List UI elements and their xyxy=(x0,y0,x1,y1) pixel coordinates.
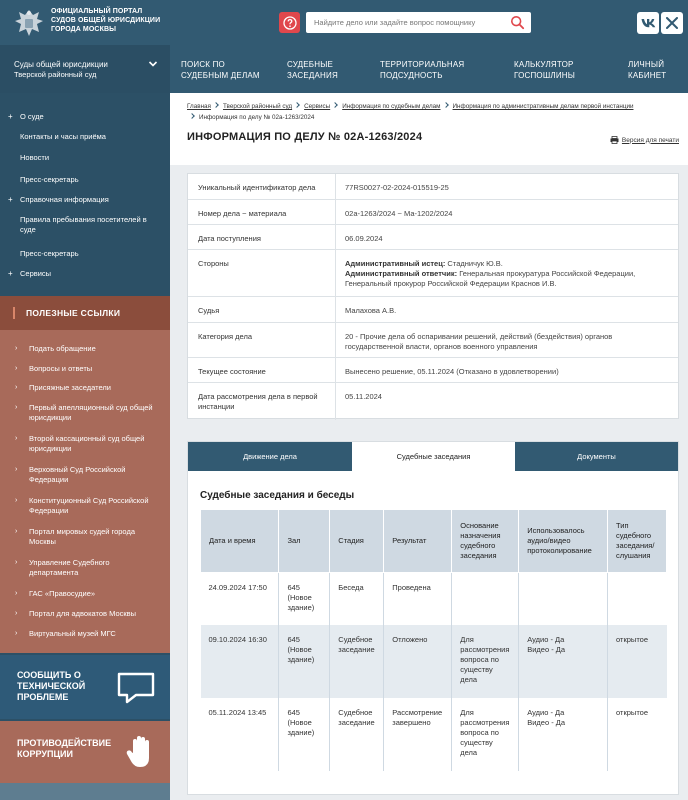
portal-title-line: СУДОВ ОБЩЕЙ ЮРИСДИКЦИИ xyxy=(51,17,161,24)
column-header: Использовалось аудио/видео протоколирование xyxy=(519,510,608,573)
info-value: 77RS0027-02-2024-015519-25 xyxy=(345,183,449,192)
sidebar-item-label: Справочная информация xyxy=(20,195,109,204)
sidebar-item-label: О суде xyxy=(20,112,44,121)
coat-of-arms-icon[interactable] xyxy=(12,7,46,39)
table-cell: 645 (Новое здание) xyxy=(279,573,330,625)
link-label: Вопросы и ответы xyxy=(29,364,93,373)
table-cell: открытое xyxy=(608,625,667,698)
search-icon[interactable] xyxy=(510,15,525,30)
tabs-panel xyxy=(187,441,679,795)
info-key: Стороны xyxy=(198,259,229,268)
accent-mark xyxy=(13,307,15,319)
tab-court-sessions[interactable]: Судебные заседания xyxy=(352,442,515,471)
report-problem-text xyxy=(17,670,85,703)
nav-label: ПОИСК ПО xyxy=(181,60,225,69)
report-line: ТЕХНИЧЕСКОЙ xyxy=(17,681,86,691)
table-cell: 24.09.2024 17:50 xyxy=(201,573,279,625)
table-cell: открытое xyxy=(608,698,667,771)
table-cell: 05.11.2024 13:45 xyxy=(201,698,279,771)
help-button[interactable] xyxy=(279,12,300,33)
table-cell: Для рассмотрения вопроса по существу дела xyxy=(452,625,519,698)
nav-case-search[interactable] xyxy=(181,59,260,81)
link-item[interactable] xyxy=(0,589,170,599)
content-header xyxy=(170,93,688,165)
nav-label: ТЕРРИТОРИАЛЬНАЯ xyxy=(380,60,465,69)
info-value: Малахова А.В. xyxy=(345,306,397,315)
parties-value xyxy=(345,259,670,289)
tab-documents[interactable]: Документы xyxy=(515,442,678,471)
info-key: Текущее состояние xyxy=(198,367,266,376)
link-item[interactable] xyxy=(0,344,170,354)
sidebar-item-visitor-rules[interactable] xyxy=(0,215,150,235)
table-cell: 09.10.2024 16:30 xyxy=(201,625,279,698)
vk-button[interactable] xyxy=(637,12,659,34)
breadcrumb-item[interactable]: Информация по судебным делам xyxy=(342,103,441,110)
info-key: Дата рассмотрения дела в первой инстанции xyxy=(198,392,318,411)
table-cell: 645 (Новое здание) xyxy=(279,625,330,698)
plus-icon: + xyxy=(8,269,13,278)
info-row xyxy=(188,383,678,418)
info-key: Номер дела ~ материала xyxy=(198,209,287,218)
column-header: Результат xyxy=(384,510,452,573)
chevron-right-icon: › xyxy=(15,365,18,372)
corruption-line: КОРРУПЦИИ xyxy=(17,749,73,759)
x-icon xyxy=(666,17,678,29)
link-item[interactable] xyxy=(0,609,170,619)
link-item[interactable] xyxy=(0,629,170,639)
link-item[interactable] xyxy=(0,558,170,578)
table-cell: Судебное заседание xyxy=(330,625,384,698)
table-cell xyxy=(519,573,608,625)
link-label: Портал для адвокатов Москвы xyxy=(29,609,137,618)
nav-label: ЛИЧНЫЙ xyxy=(628,60,665,69)
plus-icon: + xyxy=(8,195,13,204)
nav-personal-account[interactable] xyxy=(628,59,666,81)
table-row xyxy=(201,625,667,698)
column-header: Зал xyxy=(279,510,330,573)
report-problem-banner[interactable] xyxy=(0,655,170,719)
nav-label: КАЛЬКУЛЯТОР xyxy=(514,60,574,69)
link-item[interactable] xyxy=(0,403,170,423)
corruption-line: ПРОТИВОДЕЙСТВИЕ xyxy=(17,738,112,748)
sessions-table xyxy=(200,509,667,771)
chevron-right-icon: › xyxy=(15,630,18,637)
nav-fee-calculator[interactable] xyxy=(514,59,575,81)
breadcrumb-item[interactable]: Информация по административным делам первой инстанции xyxy=(452,103,634,110)
nav-label: СУДЕБНЫЕ xyxy=(287,60,334,69)
sidebar-item-label: Новости xyxy=(20,153,50,162)
column-header: Тип судебного заседания/ слушания xyxy=(608,510,667,573)
table-cell: 645 (Новое здание) xyxy=(279,698,330,771)
portal-title-line: ГОРОДА МОСКВЫ xyxy=(51,26,117,33)
tab-case-movement[interactable]: Движение дела xyxy=(188,442,352,471)
chevron-right-icon xyxy=(443,102,449,108)
chevron-right-icon: › xyxy=(15,466,18,473)
link-item[interactable] xyxy=(0,434,170,454)
table-cell: Для рассмотрения вопроса по существу дела xyxy=(452,698,519,771)
question-icon xyxy=(283,16,297,30)
table-cell: Аудио - Да Видео - Да xyxy=(519,625,608,698)
link-label: Виртуальный музей МГС xyxy=(29,629,116,638)
sidebar-menu xyxy=(0,93,170,293)
link-item[interactable] xyxy=(0,383,170,393)
info-key: Дата поступления xyxy=(198,234,261,243)
nav-label: КАБИНЕТ xyxy=(628,71,667,80)
sidebar xyxy=(0,93,170,800)
anti-corruption-banner[interactable] xyxy=(0,721,170,783)
column-header: Основание назначения судебного заседания xyxy=(452,510,519,573)
sidebar-item-label: Пресс-секретарь xyxy=(20,175,79,184)
nav-label: СУДЕБНЫМ ДЕЛАМ xyxy=(181,71,260,80)
party-role: Административный ответчик: xyxy=(345,269,458,278)
useful-links-header xyxy=(0,296,170,330)
portal-title-line: ОФИЦИАЛЬНЫЙ ПОРТАЛ xyxy=(51,8,143,15)
sidebar-item-about[interactable] xyxy=(0,112,170,122)
chevron-right-icon: › xyxy=(15,404,18,411)
useful-links-list xyxy=(0,330,170,653)
search-input[interactable] xyxy=(306,12,506,33)
sidebar-footer xyxy=(0,783,170,800)
info-row xyxy=(188,297,678,323)
link-label: Управление Судебного департамента xyxy=(29,558,110,577)
column-header: Дата и время xyxy=(201,510,279,573)
info-row xyxy=(188,174,678,200)
x-button[interactable] xyxy=(661,12,683,34)
info-value: 05.11.2024 xyxy=(345,392,382,401)
page-title: ИНФОРМАЦИЯ ПО ДЕЛУ № 02А-1263/2024 xyxy=(187,131,423,143)
sidebar-item-label: Пресс-секретарь xyxy=(20,249,79,258)
court-selector-court: Тверской районный суд xyxy=(14,70,97,79)
info-row xyxy=(188,200,678,225)
nav-court-sessions[interactable] xyxy=(287,59,338,81)
chevron-right-icon: › xyxy=(15,528,18,535)
info-row xyxy=(188,323,678,358)
breadcrumb-current: Информация по делу № 02а-1263/2024 xyxy=(199,114,315,121)
search-box xyxy=(306,12,531,33)
sidebar-item-label: Сервисы xyxy=(20,269,52,278)
info-row xyxy=(188,250,678,297)
nav-jurisdiction[interactable] xyxy=(380,59,464,81)
table-cell: Беседа xyxy=(330,573,384,625)
chevron-right-icon: › xyxy=(15,497,18,504)
chevron-right-icon: › xyxy=(15,435,18,442)
nav-label: ГОСПОШЛИНЫ xyxy=(514,71,576,80)
party-name: Генеральная прокуратура Российской Федерации, Генеральный прокурор Российской Федерации Краснов И.В. xyxy=(345,269,636,288)
sidebar-item-contacts[interactable] xyxy=(0,132,170,142)
link-item[interactable] xyxy=(0,364,170,374)
party-name: Стадничук Ю.В. xyxy=(445,259,503,268)
anti-corruption-text xyxy=(17,738,111,760)
sidebar-item-news[interactable] xyxy=(0,153,170,163)
link-label: Присяжные заседатели xyxy=(29,383,111,392)
table-cell: Рассмотрение завершено xyxy=(384,698,452,771)
hand-stop-icon xyxy=(124,733,158,771)
chevron-right-icon xyxy=(189,113,195,119)
nav-label: ЗАСЕДАНИЯ xyxy=(287,71,338,80)
print-version-label: Версия для печати xyxy=(621,136,679,144)
court-selector-group: Суды общей юрисдикции xyxy=(14,60,108,69)
link-label: ГАС «Правосудие» xyxy=(29,589,96,598)
info-key: Категория дела xyxy=(198,332,252,341)
column-header: Стадия xyxy=(330,510,384,573)
breadcrumb-item[interactable]: Главная xyxy=(187,103,211,110)
chevron-down-icon xyxy=(148,59,158,69)
table-row xyxy=(201,698,667,771)
table-cell: Проведена xyxy=(384,573,452,625)
sidebar-item-label: Правила пребывания посетителей в суде xyxy=(20,215,147,234)
table-cell: Судебное заседание xyxy=(330,698,384,771)
link-label: Подать обращение xyxy=(29,344,96,353)
link-item[interactable] xyxy=(0,465,170,485)
info-key: Уникальный идентификатор дела xyxy=(198,183,316,192)
link-label: Конституционный Суд Российской Федерации xyxy=(29,496,149,515)
link-label: Второй кассационный суд общей юрисдикции xyxy=(29,434,145,453)
chevron-right-icon xyxy=(332,102,338,108)
chevron-right-icon: › xyxy=(15,345,18,352)
sidebar-item-services[interactable] xyxy=(0,269,170,279)
court-selector[interactable] xyxy=(0,45,170,93)
report-line: СООБЩИТЬ О xyxy=(17,670,81,680)
info-row xyxy=(188,358,678,383)
info-value: 02а-1263/2024 ~ Ма-1202/2024 xyxy=(345,209,453,218)
breadcrumb-item[interactable]: Тверской районный суд xyxy=(222,103,293,110)
info-value: 06.09.2024 xyxy=(345,234,383,243)
link-label: Первый апелляционный суд общей юрисдикции xyxy=(29,403,153,422)
table-cell xyxy=(608,573,667,625)
chevron-right-icon: › xyxy=(15,559,18,566)
sidebar-item-label: Контакты и часы приёма xyxy=(20,132,106,141)
printer-icon xyxy=(610,136,619,144)
chat-bubble-icon xyxy=(116,671,156,705)
chevron-right-icon: › xyxy=(15,590,18,597)
sidebar-item-press[interactable] xyxy=(0,175,170,185)
info-value: Вынесено решение, 05.11.2024 (Отказано в удовлетворении) xyxy=(345,367,559,376)
sidebar-item-press-2[interactable] xyxy=(0,249,170,259)
link-label: Портал мировых судей города Москвы xyxy=(29,527,135,546)
chevron-right-icon xyxy=(213,102,219,108)
sidebar-item-reference[interactable] xyxy=(0,195,170,205)
case-info-table xyxy=(187,173,679,419)
plus-icon: + xyxy=(8,112,13,121)
print-version-link[interactable] xyxy=(610,136,679,144)
link-label: Верховный Суд Российской Федерации xyxy=(29,465,126,484)
table-cell: Аудио - Да Видео - Да xyxy=(519,698,608,771)
useful-links-title: ПОЛЕЗНЫЕ ССЫЛКИ xyxy=(26,308,121,318)
link-item[interactable] xyxy=(0,496,170,516)
main-nav xyxy=(170,45,688,93)
breadcrumb-item[interactable]: Сервисы xyxy=(304,103,331,110)
table-cell xyxy=(452,573,519,625)
chevron-right-icon: › xyxy=(15,384,18,391)
link-item[interactable] xyxy=(0,527,170,547)
table-cell: Отложено xyxy=(384,625,452,698)
nav-label: ПОДСУДНОСТЬ xyxy=(380,71,443,80)
info-key: Судья xyxy=(198,306,220,315)
info-value: 20 - Прочие дела об оспаривании решений, действий (бездействия) органов государственной власти, органов военного управления xyxy=(345,332,613,351)
breadcrumb xyxy=(187,101,682,123)
chevron-right-icon: › xyxy=(15,610,18,617)
chevron-right-icon xyxy=(294,102,300,108)
party-role: Административный истец: xyxy=(345,259,446,268)
portal-title[interactable] xyxy=(51,7,181,34)
vk-icon xyxy=(641,18,656,28)
table-header-row xyxy=(201,510,667,573)
report-line: ПРОБЛЕМЕ xyxy=(17,692,69,702)
sessions-title: Судебные заседания и беседы xyxy=(200,490,355,501)
top-bar xyxy=(0,0,688,45)
info-row xyxy=(188,225,678,250)
table-row xyxy=(201,573,667,625)
